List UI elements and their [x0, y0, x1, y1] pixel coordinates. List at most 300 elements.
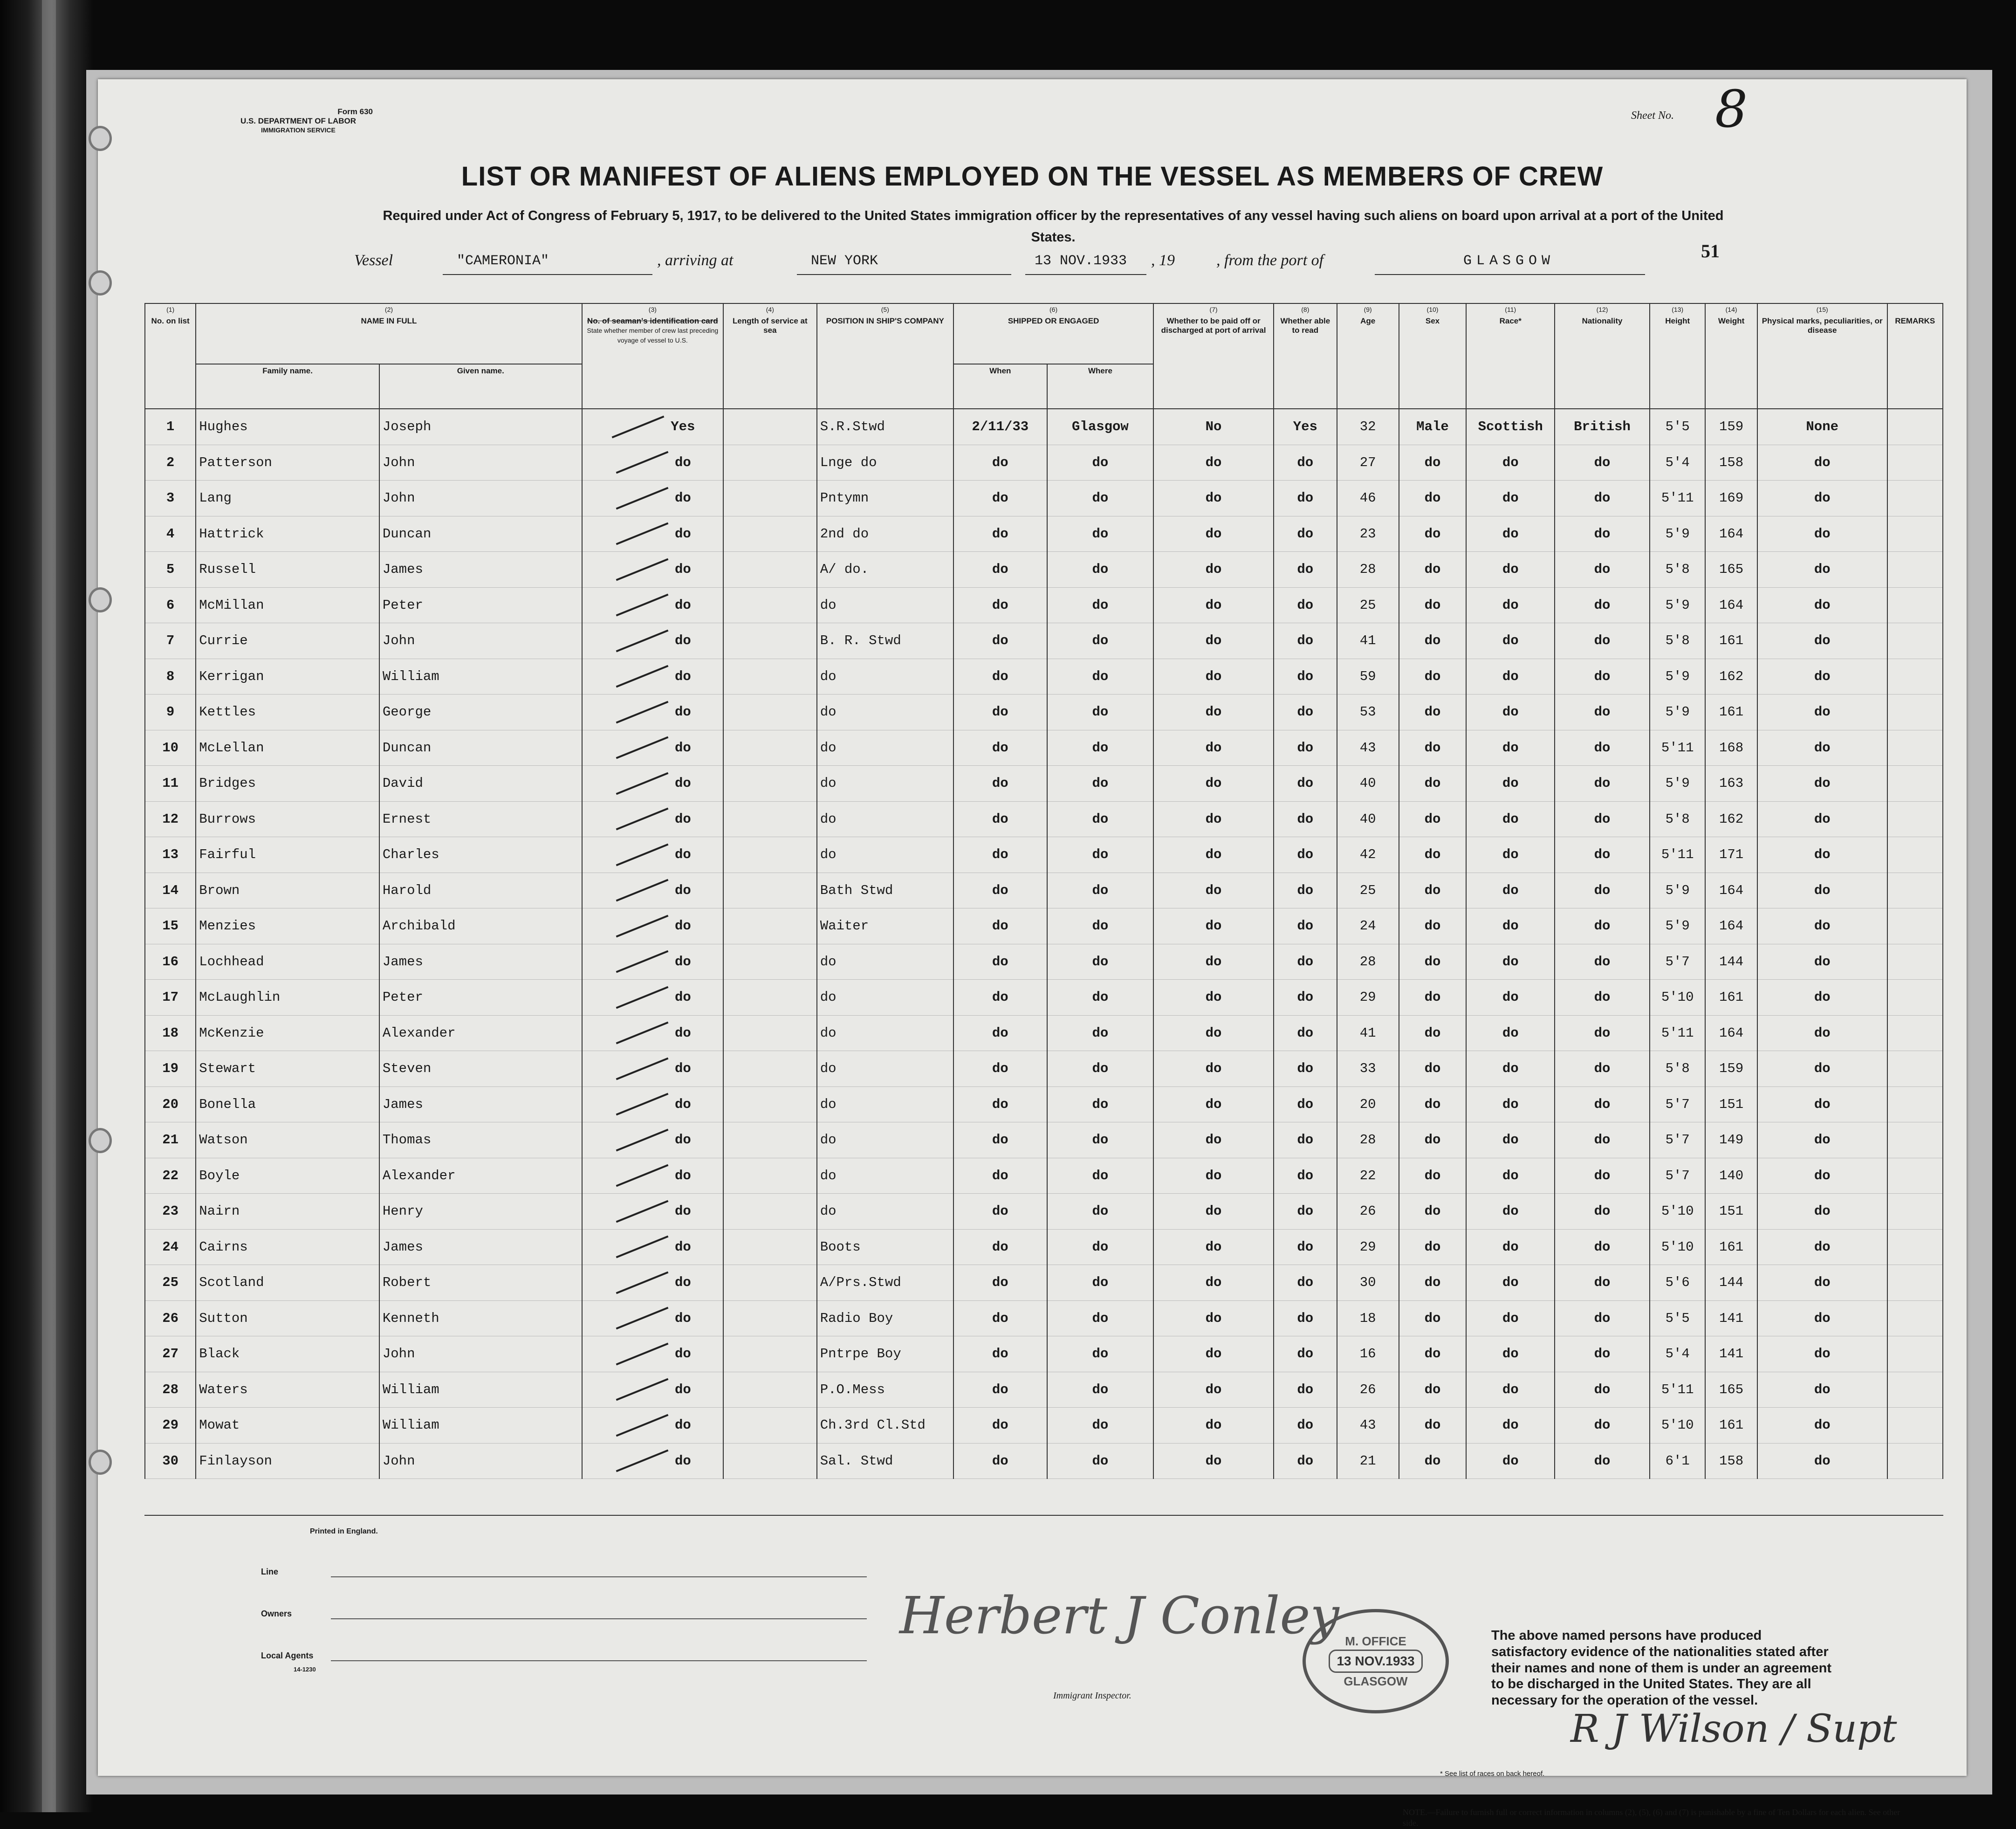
col-label: No. on list [151, 316, 190, 325]
cell-marks: do [1757, 766, 1887, 802]
vessel-line [98, 252, 1967, 280]
cell-weight: 140 [1705, 1158, 1757, 1194]
cell-race: do [1466, 908, 1555, 944]
cell-given: Alexander [379, 1158, 582, 1194]
cell-race: do [1466, 694, 1555, 730]
cell-marks: do [1757, 481, 1887, 516]
cell-position: do [817, 1015, 953, 1051]
declaration: The above named persons have produced satisfactory evidence of the nationalities stated after their names and none of them is under an agreement to be discharged in the United States. They are all necessary for the operation of the vessel. [1491, 1628, 1831, 1708]
cell-height: 5'11 [1650, 481, 1705, 516]
col-number: (5) [881, 306, 889, 313]
cell-prev [582, 1051, 723, 1087]
cell-where: do [1047, 1122, 1154, 1158]
cell-prev-text: do [674, 1417, 691, 1433]
check-mark-icon [616, 808, 669, 831]
cell-no: 12 [145, 801, 196, 837]
col-header-sex [1399, 303, 1467, 409]
cell-where: do [1047, 659, 1154, 694]
cell-remarks [1887, 908, 1943, 944]
cell-when: do [953, 445, 1047, 481]
cell-no: 30 [145, 1443, 196, 1479]
cell-paid: do [1153, 552, 1274, 588]
cell-age: 29 [1337, 980, 1399, 1016]
cell-no: 22 [145, 1158, 196, 1194]
cell-weight: 162 [1705, 801, 1757, 837]
manifest-page [98, 79, 1967, 1828]
underline [1375, 274, 1645, 275]
cell-prev-text: do [674, 1346, 691, 1362]
cell-position: Pntymn [817, 481, 953, 516]
cell-where: do [1047, 801, 1154, 837]
cell-read: do [1274, 1265, 1337, 1301]
cell-paid: do [1153, 980, 1274, 1016]
cell-prev [582, 409, 723, 445]
check-mark-icon [616, 594, 669, 617]
cell-age: 30 [1337, 1265, 1399, 1301]
cell-prev [582, 659, 723, 694]
cell-family: Waters [196, 1372, 379, 1408]
cell-prev [582, 552, 723, 588]
cell-height: 5'9 [1650, 659, 1705, 694]
cell-age: 26 [1337, 1372, 1399, 1408]
cell-no: 16 [145, 944, 196, 980]
cell-prev [582, 445, 723, 481]
cell-age: 59 [1337, 659, 1399, 694]
cell-when: do [953, 873, 1047, 908]
cell-prev-text: do [674, 847, 691, 863]
cell-weight: 164 [1705, 873, 1757, 908]
table-row [145, 980, 1943, 1016]
cell-given: John [379, 1336, 582, 1372]
cell-remarks [1887, 1229, 1943, 1265]
cell-position: do [817, 801, 953, 837]
cell-prev-text: do [674, 990, 691, 1005]
cell-age: 43 [1337, 730, 1399, 766]
cell-race: do [1466, 1372, 1555, 1408]
cell-prev [582, 873, 723, 908]
cell-race: do [1466, 1051, 1555, 1087]
cell-prev-text: do [674, 1382, 691, 1397]
cell-when: do [953, 1300, 1047, 1336]
cell-weight: 158 [1705, 445, 1757, 481]
col-number: (13) [1672, 306, 1684, 313]
cell-given: James [379, 1086, 582, 1122]
col-number: (7) [1209, 306, 1218, 313]
check-mark-icon [616, 1128, 669, 1151]
cell-height: 5'8 [1650, 623, 1705, 659]
cell-paid: do [1153, 1158, 1274, 1194]
cell-length [723, 516, 817, 552]
cell-prev [582, 694, 723, 730]
cell-marks: do [1757, 516, 1887, 552]
cell-height: 5'8 [1650, 552, 1705, 588]
cell-when: do [953, 1372, 1047, 1408]
cell-weight: 163 [1705, 766, 1757, 802]
cell-family: Hattrick [196, 516, 379, 552]
cell-family: Patterson [196, 445, 379, 481]
cell-weight: 151 [1705, 1086, 1757, 1122]
check-mark-icon [616, 1450, 669, 1472]
cell-sex: do [1399, 1086, 1467, 1122]
cell-remarks [1887, 659, 1943, 694]
cell-sex: do [1399, 1336, 1467, 1372]
cell-paid: do [1153, 481, 1274, 516]
cell-where: do [1047, 837, 1154, 873]
cell-prev [582, 1372, 723, 1408]
cell-height: 5'11 [1650, 730, 1705, 766]
cell-length [723, 409, 817, 445]
cell-height: 5'10 [1650, 980, 1705, 1016]
cell-where: do [1047, 944, 1154, 980]
cell-nationality: do [1555, 694, 1650, 730]
cell-length [723, 587, 817, 623]
table-row [145, 837, 1943, 873]
cell-prev-text: do [674, 1203, 691, 1219]
cell-sex: do [1399, 837, 1467, 873]
cell-age: 26 [1337, 1194, 1399, 1230]
cell-age: 24 [1337, 908, 1399, 944]
cell-height: 5'8 [1650, 801, 1705, 837]
cell-age: 21 [1337, 1443, 1399, 1479]
cell-paid: do [1153, 1194, 1274, 1230]
col-label-struck: No. of seaman's identification card [587, 316, 718, 325]
cell-given: Robert [379, 1265, 582, 1301]
cell-read: do [1274, 1158, 1337, 1194]
cell-where: do [1047, 1158, 1154, 1194]
cell-read: do [1274, 445, 1337, 481]
cell-position: do [817, 944, 953, 980]
cell-family: Nairn [196, 1194, 379, 1230]
cell-length [723, 908, 817, 944]
underline [797, 274, 1011, 275]
cell-race: do [1466, 1265, 1555, 1301]
cell-paid: do [1153, 730, 1274, 766]
cell-race: Scottish [1466, 409, 1555, 445]
cell-no: 28 [145, 1372, 196, 1408]
cell-paid: do [1153, 1443, 1274, 1479]
cell-position: Waiter [817, 908, 953, 944]
cell-read: do [1274, 1372, 1337, 1408]
cell-where: do [1047, 908, 1154, 944]
table-row [145, 1158, 1943, 1194]
col-header-name [196, 303, 582, 364]
cell-height: 5'10 [1650, 1408, 1705, 1444]
cell-remarks [1887, 552, 1943, 588]
cell-age: 43 [1337, 1408, 1399, 1444]
cell-race: do [1466, 1229, 1555, 1265]
races-note: * See list of races on back hereof. [1440, 1770, 1545, 1778]
cell-when: do [953, 1194, 1047, 1230]
cell-age: 28 [1337, 552, 1399, 588]
cell-position: do [817, 1122, 953, 1158]
cell-sex: do [1399, 873, 1467, 908]
cell-weight: 161 [1705, 1229, 1757, 1265]
cell-family: Lochhead [196, 944, 379, 980]
cell-nationality: do [1555, 1158, 1650, 1194]
cell-weight: 151 [1705, 1194, 1757, 1230]
department: U.S. DEPARTMENT OF LABOR [240, 117, 357, 126]
cell-when: do [953, 730, 1047, 766]
cell-paid: do [1153, 659, 1274, 694]
check-mark-icon [616, 629, 669, 652]
cell-length [723, 1372, 817, 1408]
cell-where: do [1047, 980, 1154, 1016]
cell-position: 2nd do [817, 516, 953, 552]
check-mark-icon [616, 523, 669, 545]
cell-when: do [953, 1051, 1047, 1087]
col-header-card [582, 303, 723, 409]
cell-no: 4 [145, 516, 196, 552]
cell-family: Menzies [196, 908, 379, 944]
cell-paid: do [1153, 1372, 1274, 1408]
cell-given: Kenneth [379, 1300, 582, 1336]
cell-where: do [1047, 623, 1154, 659]
cell-prev-text: do [674, 1132, 691, 1148]
cell-sex: do [1399, 516, 1467, 552]
check-mark-icon [616, 1093, 669, 1116]
cell-family: Cairns [196, 1229, 379, 1265]
cell-where: do [1047, 1265, 1154, 1301]
cell-height: 5'11 [1650, 1015, 1705, 1051]
cell-prev [582, 801, 723, 837]
col-label: Whether to be paid off or discharged at port of arrival [1161, 316, 1266, 335]
cell-sex: do [1399, 623, 1467, 659]
cell-marks: do [1757, 873, 1887, 908]
cell-prev [582, 587, 723, 623]
cell-remarks [1887, 516, 1943, 552]
cell-position: Boots [817, 1229, 953, 1265]
cell-marks: do [1757, 1336, 1887, 1372]
table-row [145, 908, 1943, 944]
cell-height: 5'9 [1650, 516, 1705, 552]
cell-age: 22 [1337, 1158, 1399, 1194]
col-number: (6) [1049, 306, 1058, 313]
col-header-paid-off [1153, 303, 1274, 409]
col-header-nationality [1555, 303, 1650, 409]
cell-weight: 144 [1705, 944, 1757, 980]
cell-family: Kettles [196, 694, 379, 730]
stamp-bottom: GLASGOW [1344, 1674, 1408, 1688]
owners-label: Owners [261, 1609, 292, 1618]
cell-read: do [1274, 837, 1337, 873]
table-row [145, 445, 1943, 481]
cell-length [723, 1086, 817, 1122]
col-header-height [1650, 303, 1705, 409]
check-mark-icon [616, 986, 669, 1009]
cell-race: do [1466, 623, 1555, 659]
cell-marks: do [1757, 1015, 1887, 1051]
cell-length [723, 694, 817, 730]
cell-no: 3 [145, 481, 196, 516]
cell-read: do [1274, 1408, 1337, 1444]
col-header-when: When [953, 364, 1047, 409]
cell-remarks [1887, 1408, 1943, 1444]
check-mark-icon [616, 1414, 669, 1437]
cell-family: Stewart [196, 1051, 379, 1087]
check-mark-icon [616, 487, 669, 509]
cell-height: 5'9 [1650, 873, 1705, 908]
cell-age: 46 [1337, 481, 1399, 516]
cell-nationality: do [1555, 445, 1650, 481]
cell-weight: 162 [1705, 659, 1757, 694]
cell-prev [582, 1122, 723, 1158]
punch-hole [89, 1128, 112, 1153]
cell-family: Boyle [196, 1158, 379, 1194]
cell-prev-text: do [674, 740, 691, 756]
table-row [145, 1300, 1943, 1336]
cell-position: B. R. Stwd [817, 623, 953, 659]
cell-nationality: do [1555, 873, 1650, 908]
cell-length [723, 1265, 817, 1301]
table-row [145, 1086, 1943, 1122]
cell-prev [582, 1229, 723, 1265]
cell-where: do [1047, 1372, 1154, 1408]
punch-hole [89, 126, 112, 151]
vessel-label: Vessel [354, 252, 393, 269]
cell-read: do [1274, 766, 1337, 802]
cell-paid: do [1153, 445, 1274, 481]
cell-given: Peter [379, 587, 582, 623]
arriving-label: , arriving at [657, 252, 734, 269]
cell-weight: 141 [1705, 1300, 1757, 1336]
cell-read: do [1274, 1443, 1337, 1479]
cell-no: 13 [145, 837, 196, 873]
cell-prev [582, 1408, 723, 1444]
table-row [145, 1194, 1943, 1230]
cell-read: do [1274, 659, 1337, 694]
cell-when: do [953, 623, 1047, 659]
col-label: POSITION IN SHIP'S COMPANY [826, 316, 944, 325]
cell-height: 5'9 [1650, 587, 1705, 623]
cell-length [723, 1194, 817, 1230]
cell-given: James [379, 552, 582, 588]
cell-length [723, 1336, 817, 1372]
cell-weight: 161 [1705, 623, 1757, 659]
cell-marks: do [1757, 1051, 1887, 1087]
table-row [145, 1229, 1943, 1265]
col-label: Race* [1499, 316, 1522, 325]
cell-when: do [953, 1086, 1047, 1122]
cell-length [723, 445, 817, 481]
cell-read: do [1274, 1051, 1337, 1087]
cell-length [723, 837, 817, 873]
cell-family: Bridges [196, 766, 379, 802]
cell-where: do [1047, 1051, 1154, 1087]
table-row [145, 873, 1943, 908]
col-label: Length of service at sea [733, 316, 808, 335]
cell-weight: 169 [1705, 481, 1757, 516]
cell-age: 33 [1337, 1051, 1399, 1087]
owners-field [331, 1618, 867, 1619]
cell-marks: do [1757, 1194, 1887, 1230]
cell-read: do [1274, 623, 1337, 659]
underline [1025, 274, 1146, 275]
cell-prev [582, 1194, 723, 1230]
cell-remarks [1887, 623, 1943, 659]
col-label: SHIPPED OR ENGAGED [1008, 316, 1099, 325]
cell-family: Bonella [196, 1086, 379, 1122]
inspector-signature: Herbert J Conley [899, 1586, 1339, 1645]
cell-race: do [1466, 1015, 1555, 1051]
service: IMMIGRATION SERVICE [261, 126, 336, 134]
col-label: REMARKS [1895, 316, 1935, 325]
cell-height: 5'11 [1650, 1372, 1705, 1408]
cell-marks: do [1757, 1443, 1887, 1479]
col-number: (10) [1426, 306, 1439, 313]
line-label: Line [261, 1567, 279, 1576]
col-label: Whether able to read [1280, 316, 1330, 335]
binder-strip [42, 0, 56, 1812]
cell-read: do [1274, 1015, 1337, 1051]
cell-race: do [1466, 516, 1555, 552]
form-header [224, 107, 373, 134]
printed-note: Printed in England. [310, 1527, 378, 1535]
cell-remarks [1887, 1122, 1943, 1158]
cell-length [723, 1122, 817, 1158]
cell-given: Charles [379, 837, 582, 873]
table-row [145, 481, 1943, 516]
cell-nationality: do [1555, 481, 1650, 516]
cell-marks: do [1757, 1122, 1887, 1158]
col-label: Nationality [1582, 316, 1623, 325]
cell-sex: do [1399, 1372, 1467, 1408]
cell-family: McLaughlin [196, 980, 379, 1016]
cell-when: do [953, 1158, 1047, 1194]
cell-family: McMillan [196, 587, 379, 623]
cell-paid: do [1153, 623, 1274, 659]
cell-when: do [953, 1336, 1047, 1372]
cell-where: do [1047, 873, 1154, 908]
table-row [145, 1336, 1943, 1372]
stamp-date: 13 NOV.1933 [1329, 1650, 1422, 1672]
cell-prev-text: do [674, 1310, 691, 1326]
col-label: Sex [1425, 316, 1440, 325]
cell-given: Steven [379, 1051, 582, 1087]
cell-length [723, 481, 817, 516]
cell-prev-text: do [674, 526, 691, 542]
cell-sex: do [1399, 944, 1467, 980]
cell-race: do [1466, 1408, 1555, 1444]
cell-given: Archibald [379, 908, 582, 944]
fine-note: NOTE.—Failure to furnish full or correct information in columns (2), (5), (6) and (7) is punishable by a fine of Ten Dollars for each alien. See other side. [1403, 1808, 1900, 1828]
cell-read: do [1274, 801, 1337, 837]
cell-position: Bath Stwd [817, 873, 953, 908]
cell-prev-text: do [674, 562, 691, 578]
cell-paid: No [1153, 409, 1274, 445]
cell-paid: do [1153, 801, 1274, 837]
cell-remarks [1887, 445, 1943, 481]
sheet-label: Sheet No. [1631, 110, 1674, 122]
cell-position: A/ do. [817, 552, 953, 588]
check-mark-icon [616, 914, 669, 937]
cell-sex: do [1399, 659, 1467, 694]
cell-remarks [1887, 409, 1943, 445]
underline [443, 274, 652, 275]
cell-length [723, 1229, 817, 1265]
cell-weight: 168 [1705, 730, 1757, 766]
cell-read: do [1274, 1194, 1337, 1230]
cell-family: Burrows [196, 801, 379, 837]
cell-age: 27 [1337, 445, 1399, 481]
cell-nationality: do [1555, 1443, 1650, 1479]
cell-given: John [379, 1443, 582, 1479]
cell-when: do [953, 1229, 1047, 1265]
cell-nationality: do [1555, 587, 1650, 623]
cell-prev-text: do [674, 633, 691, 649]
table-row [145, 516, 1943, 552]
cell-given: David [379, 766, 582, 802]
check-mark-icon [612, 415, 665, 438]
